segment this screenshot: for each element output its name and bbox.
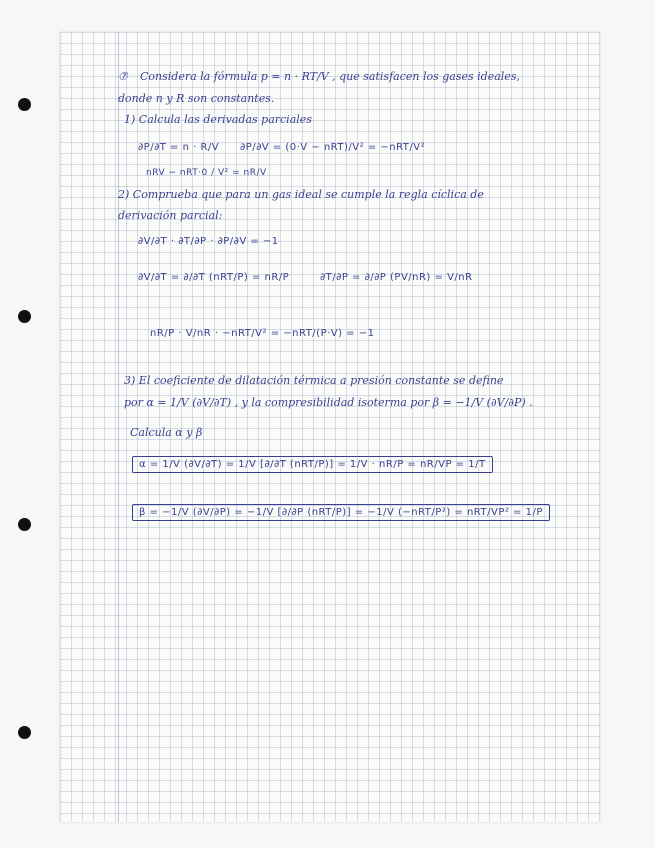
binder-hole	[18, 518, 31, 531]
part3-title-1: 3) El coeficiente de dilatación térmica a presión constante se define	[124, 374, 504, 387]
part2-title-2: derivación parcial:	[118, 209, 223, 222]
margin-line	[118, 32, 119, 822]
problem-number: ⑦	[118, 70, 128, 83]
part3-beta: β = −1/V (∂V/∂P) = −1/V [∂/∂P (nRT/P)] = −1/V (−nRT/P²) = nRT/VP² = 1/P	[132, 504, 550, 521]
part1-note: nRV − nRT·0 / V² = nR/V	[146, 168, 267, 178]
binder-hole	[18, 310, 31, 323]
part2-title-1: 2) Comprueba que para un gas ideal se cumple la regla cíclica de	[118, 188, 484, 201]
part3-title-2: por α = 1/V (∂V/∂T) , y la compresibilidad isoterma por β = −1/V (∂V/∂P) .	[124, 396, 533, 409]
part2-eq1: ∂V/∂T = ∂/∂T (nRT/P) = nR/P	[138, 272, 290, 283]
part2-result: nR/P · V/nR · −nRT/V² = −nRT/(P·V) = −1	[150, 328, 375, 339]
intro-line-2: donde n y R son constantes.	[118, 92, 275, 105]
part3-alpha: α = 1/V (∂V/∂T) = 1/V [∂/∂T (nRT/P)] = 1/V · nR/P = nR/VP = 1/T	[132, 456, 493, 473]
part1-title: 1) Calcula las derivadas parciales	[124, 113, 312, 126]
part1-eq1: ∂P/∂T = n · R/V	[138, 142, 220, 153]
binder-hole	[18, 726, 31, 739]
intro-line-1: Considera la fórmula p = n · RT/V , que satisfacen los gases ideales,	[140, 70, 520, 83]
part3-calc: Calcula α y β	[130, 426, 203, 439]
part2-eq2: ∂T/∂P = ∂/∂P (PV/nR) = V/nR	[320, 272, 473, 283]
part1-eq2: ∂P/∂V = (0·V − nRT)/V² = −nRT/V²	[240, 142, 426, 153]
part2-rule: ∂V/∂T · ∂T/∂P · ∂P/∂V = −1	[138, 236, 279, 247]
binder-hole	[18, 98, 31, 111]
